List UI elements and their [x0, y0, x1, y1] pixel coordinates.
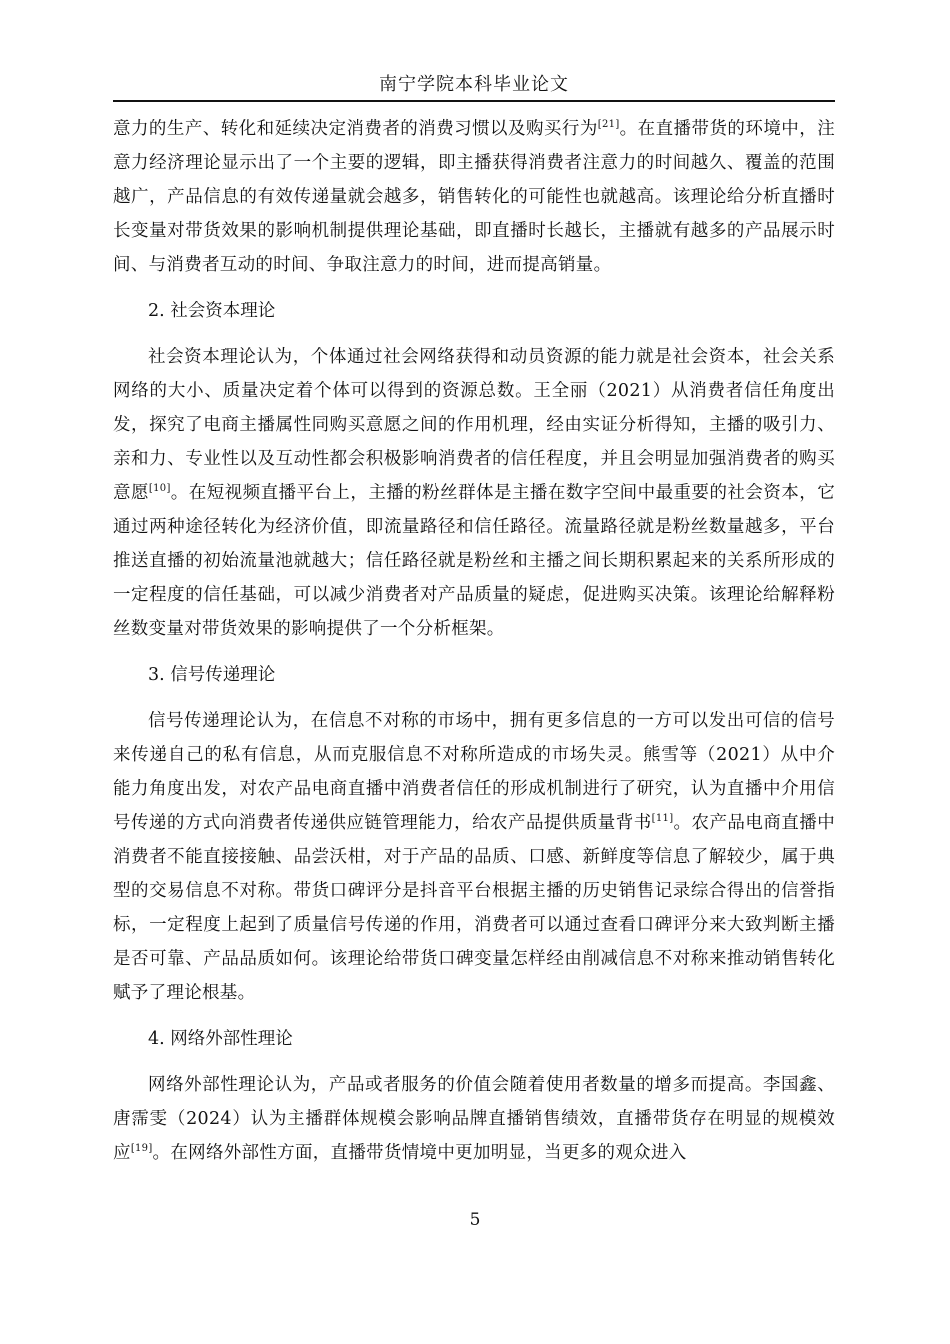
citation-marker: [11] [651, 813, 674, 825]
section-heading-social-capital: 2. 社会资本理论 [148, 301, 276, 321]
paragraph-text: 。在网络外部性方面，直播带货情境中更加明显，当更多的观众进入 [152, 1143, 687, 1163]
paragraph-text: 。在直播带货的环境中，注意力经济理论显示出了一个主要的逻辑，即主播获得消费者注意力的时间越久、覆盖的范围越广，产品信息的有效传递量就会越多，销售转化的可能性也就越高。该理论给分析直播时长变量对带货效果的影响机制提供理论基础，即直播时长越长，主播就有越多的产品展示时间、与消费者互动的时间、争取注意力的时间，进而提高销量。 [113, 119, 835, 275]
paragraph-text: 信号传递理论认为，在信息不对称的市场中，拥有更多信息的一方可以发出可信的信号来传递自己的私有信息，从而克服信息不对称所造成的市场失灵。熊雪等（2021）从中介能力角度出发，对农产品电商直播中消费者信任的形成机制进行了研究，认为直播中介用信号传递的方式向消费者传递供应链管理能力，给农产品提供质量背书 [113, 711, 835, 833]
paragraph-attention-economy-continued [113, 112, 835, 282]
paragraph-social-capital [113, 340, 835, 646]
page-body [113, 112, 835, 1170]
page-number: 5 [469, 1210, 481, 1230]
citation-marker: [19] [130, 1143, 153, 1155]
section-heading-network-externality: 4. 网络外部性理论 [148, 1029, 293, 1049]
citation-marker: [10] [148, 483, 171, 495]
citation-marker: [21] [597, 119, 620, 131]
paragraph-text: 意力的生产、转化和延续决定消费者的消费习惯以及购买行为 [113, 119, 598, 139]
paragraph-text: 网络外部性理论认为，产品或者服务的价值会随着使用者数量的增多而提高。李国鑫、唐霈雯（2024）认为主播群体规模会影响品牌直播销售绩效，直播带货存在明显的规模效应 [113, 1075, 835, 1163]
paragraph-network-externality [113, 1068, 835, 1170]
running-header: 南宁学院本科毕业论文 [379, 74, 569, 95]
section-heading-signaling: 3. 信号传递理论 [148, 665, 276, 685]
paragraph-text: 。农产品电商直播中消费者不能直接接触、品尝沃柑，对于产品的品质、口感、新鲜度等信息了解较少，属于典型的交易信息不对称。带货口碑评分是抖音平台根据主播的历史销售记录综合得出的信誉指标，一定程度上起到了质量信号传递的作用，消费者可以通过查看口碑评分来大致判断主播是否可靠、产品品质如何。该理论给带货口碑变量怎样经由削减信息不对称来推动销售转化赋予了理论根基。 [113, 813, 836, 1003]
paragraph-text: 社会资本理论认为，个体通过社会网络获得和动员资源的能力就是社会资本，社会关系网络的大小、质量决定着个体可以得到的资源总数。王全丽（2021）从消费者信任角度出发，探究了电商主播属性同购买意愿之间的作用机理，经由实证分析得知，主播的吸引力、亲和力、专业性以及互动性都会积极影响消费者的信任程度，并且会明显加强消费者的购买意愿 [113, 347, 835, 503]
paragraph-signaling [113, 704, 835, 1010]
header-rule [113, 100, 835, 102]
paragraph-text: 。在短视频直播平台上，主播的粉丝群体是主播在数字空间中最重要的社会资本，它通过两种途径转化为经济价值，即流量路径和信任路径。流量路径就是粉丝数量越多，平台推送直播的初始流量池就越大；信任路径就是粉丝和主播之间长期积累起来的关系所形成的一定程度的信任基础，可以减少消费者对产品质量的疑虑，促进购买决策。该理论给解释粉丝数变量对带货效果的影响提供了一个分析框架。 [113, 483, 835, 639]
